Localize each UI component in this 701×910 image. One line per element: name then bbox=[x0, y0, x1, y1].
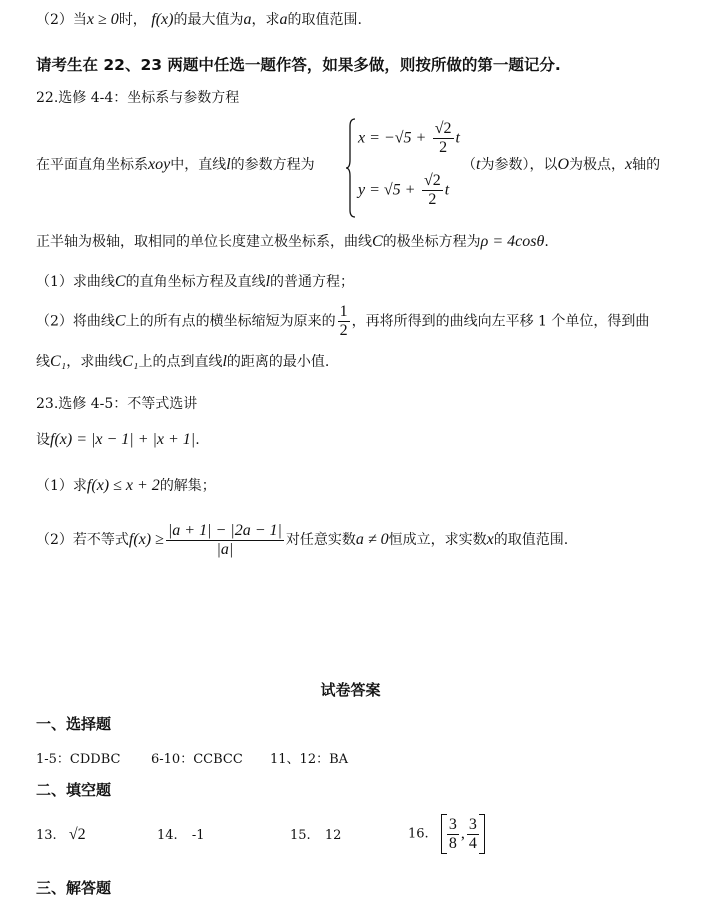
text: （2）将曲线 bbox=[36, 313, 115, 330]
q23-part1 bbox=[36, 476, 216, 496]
math: a ≠ 0 bbox=[355, 531, 389, 548]
q22-part1 bbox=[36, 272, 354, 292]
q23-definition bbox=[36, 430, 200, 450]
denominator: |a| bbox=[216, 540, 234, 558]
numerator: 3 bbox=[448, 815, 457, 833]
text: ，求 bbox=[251, 12, 280, 28]
text: 的距离的最小值. bbox=[226, 354, 330, 370]
text: 正半轴为极轴，取相同的单位长度建立极坐标系，曲线 bbox=[36, 234, 372, 250]
fraction bbox=[433, 120, 454, 157]
q21-part2 bbox=[36, 10, 362, 30]
choice-answers-3: 11、12：BA bbox=[270, 752, 349, 767]
math: xoy bbox=[148, 156, 171, 173]
math: C₁ bbox=[122, 353, 139, 370]
answers-title: 试卷答案 bbox=[320, 681, 381, 699]
math: ρ = 4cosθ bbox=[480, 233, 545, 250]
text: 的普通方程； bbox=[270, 274, 355, 290]
label: 13. bbox=[36, 828, 57, 843]
math: x = −√5 + bbox=[358, 129, 427, 147]
math: y = √5 + bbox=[358, 181, 416, 199]
text: 中，直线 bbox=[170, 157, 227, 173]
denominator: 2 bbox=[439, 139, 448, 156]
value: √2 bbox=[68, 826, 86, 843]
math: l bbox=[265, 273, 271, 290]
text: 时， bbox=[118, 12, 147, 28]
text: 的直角坐标方程及直线 bbox=[125, 274, 266, 290]
numerator: √2 bbox=[423, 172, 441, 189]
text: 的极坐标方程为 bbox=[382, 234, 481, 250]
text: . bbox=[195, 432, 200, 448]
q22-title: 22.选修 4-4：坐标系与参数方程 bbox=[36, 90, 240, 106]
section-solution-heading: 三、解答题 bbox=[36, 879, 112, 897]
math: f(x) bbox=[151, 11, 174, 28]
text: （ bbox=[462, 157, 476, 173]
math: t bbox=[476, 156, 481, 173]
text: ，再将所得到的曲线向左平移 1 个单位，得到曲 bbox=[351, 313, 650, 330]
denominator: 8 bbox=[448, 834, 457, 852]
math: a bbox=[279, 11, 288, 28]
math: C bbox=[114, 312, 126, 330]
math: f(x) = |x − 1| + |x + 1| bbox=[50, 431, 196, 448]
text: 上的所有点的横坐标缩短为原来的 bbox=[125, 313, 336, 330]
denominator: 4 bbox=[468, 834, 477, 852]
choice-answers-1: 1-5：CDDBC bbox=[36, 752, 121, 767]
q22-part2 bbox=[36, 303, 649, 340]
text: ，求曲线 bbox=[66, 354, 123, 370]
label: 16. bbox=[408, 826, 429, 842]
numerator: 3 bbox=[468, 815, 477, 833]
section-fill-heading: 二、填空题 bbox=[36, 781, 112, 799]
math: a bbox=[243, 11, 252, 28]
math: x bbox=[486, 531, 494, 548]
denominator: 2 bbox=[339, 322, 348, 339]
text: 上的点到直线 bbox=[138, 354, 223, 370]
q23-title: 23.选修 4-5：不等式选讲 bbox=[36, 396, 198, 412]
fill-answer-15 bbox=[290, 828, 341, 843]
text: 为参数），以 bbox=[480, 157, 558, 173]
instruction: 请考生在 22、23 两题中任选一题作答，如果多做，则按所做的第一题记分. bbox=[36, 56, 561, 74]
value: 12 bbox=[324, 828, 342, 843]
numerator: √2 bbox=[434, 120, 452, 137]
text: 恒成立，求实数 bbox=[388, 532, 487, 548]
text: （2）若不等式 bbox=[36, 532, 129, 548]
equation-y bbox=[358, 172, 449, 209]
text: 设 bbox=[36, 432, 50, 448]
interval bbox=[441, 814, 485, 854]
math: f(x) ≤ x + 2 bbox=[86, 477, 160, 494]
equation-x bbox=[358, 120, 460, 157]
fraction bbox=[422, 172, 443, 209]
q22-line2 bbox=[36, 232, 549, 252]
text: 的取值范围. bbox=[493, 532, 569, 548]
fraction-half bbox=[338, 303, 350, 340]
text: 为极点， bbox=[569, 157, 626, 173]
math: l bbox=[222, 353, 227, 370]
q22-intro bbox=[36, 155, 315, 175]
q22-after-system bbox=[462, 155, 660, 175]
section-choice-heading: 一、选择题 bbox=[36, 715, 112, 733]
fraction bbox=[447, 816, 459, 853]
fraction bbox=[166, 522, 284, 559]
denominator: 2 bbox=[428, 191, 437, 208]
math: l bbox=[226, 156, 231, 173]
fraction bbox=[467, 816, 479, 853]
q22-part2-cont bbox=[36, 352, 329, 372]
text: 轴的 bbox=[632, 157, 661, 173]
q23-part2 bbox=[36, 520, 568, 560]
math: t bbox=[444, 181, 450, 199]
fill-answer-14 bbox=[157, 828, 205, 843]
choice-answers-2: 6-10：CCBCC bbox=[151, 752, 243, 767]
numerator: 1 bbox=[339, 303, 348, 320]
text: 对任意实数 bbox=[285, 532, 356, 548]
math: t bbox=[455, 129, 460, 147]
math: x ≥ 0 bbox=[86, 11, 119, 28]
label: 14. bbox=[157, 828, 178, 843]
value: -1 bbox=[191, 828, 205, 843]
text: 线 bbox=[36, 354, 50, 370]
math: f(x) ≥ bbox=[128, 531, 164, 548]
parametric-system bbox=[346, 118, 466, 218]
fill-answer-16 bbox=[408, 814, 485, 855]
math: x bbox=[625, 156, 633, 173]
label: 15. bbox=[290, 828, 311, 843]
text: 的参数方程为 bbox=[230, 157, 315, 173]
text: . bbox=[544, 234, 549, 250]
text: （2）当 bbox=[36, 12, 87, 28]
math: O bbox=[557, 156, 570, 173]
numerator: |a + 1| − |2a − 1| bbox=[167, 521, 282, 539]
math: C bbox=[114, 273, 126, 290]
text: （1）求 bbox=[36, 478, 87, 494]
text: 的最大值为 bbox=[173, 12, 244, 28]
fill-answer-13 bbox=[36, 826, 86, 844]
text: 的解集； bbox=[159, 478, 216, 494]
left-brace bbox=[346, 118, 356, 218]
math: C bbox=[372, 233, 383, 250]
text: （1）求曲线 bbox=[36, 274, 115, 290]
separator: , bbox=[460, 825, 465, 842]
text: 的取值范围. bbox=[287, 12, 362, 28]
math: C₁ bbox=[50, 353, 67, 370]
text: 在平面直角坐标系 bbox=[36, 157, 148, 173]
